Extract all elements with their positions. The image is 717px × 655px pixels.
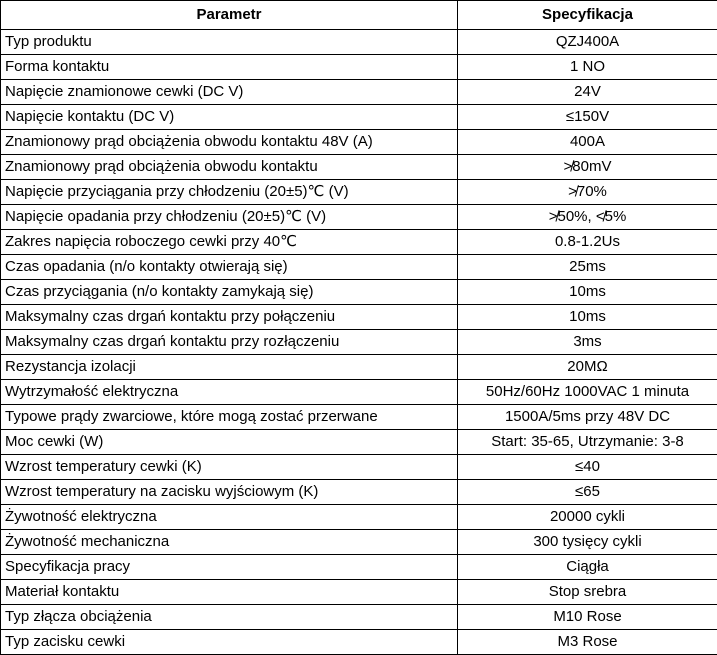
table-row — [1, 580, 717, 605]
table-row — [1, 280, 717, 305]
param-cell: Napięcie znamionowe cewki (DC V) — [1, 80, 458, 105]
param-cell: Znamionowy prąd obciążenia obwodu kontaktu — [1, 155, 458, 180]
spec-cell: ≤150V — [458, 105, 717, 130]
spec-cell: 20000 cykli — [458, 505, 717, 530]
table-row — [1, 230, 717, 255]
param-cell: Wzrost temperatury na zacisku wyjściowym (K) — [1, 480, 458, 505]
param-cell: Moc cewki (W) — [1, 430, 458, 455]
table-row — [1, 480, 717, 505]
param-cell: Zakres napięcia roboczego cewki przy 40℃ — [1, 230, 458, 255]
spec-cell: 300 tysięcy cykli — [458, 530, 717, 555]
param-cell: Maksymalny czas drgań kontaktu przy połączeniu — [1, 305, 458, 330]
param-cell: Forma kontaktu — [1, 55, 458, 80]
param-cell: Typ produktu — [1, 30, 458, 55]
spec-cell: M10 Rose — [458, 605, 717, 630]
param-cell: Typ zacisku cewki — [1, 630, 458, 655]
param-cell: Czas przyciągania (n/o kontakty zamykają się) — [1, 280, 458, 305]
spec-cell: 24V — [458, 80, 717, 105]
table-row — [1, 405, 717, 430]
table-row — [1, 530, 717, 555]
spec-cell: 3ms — [458, 330, 717, 355]
spec-cell: ≯70% — [458, 180, 717, 205]
spec-cell: 10ms — [458, 280, 717, 305]
param-cell: Znamionowy prąd obciążenia obwodu kontaktu 48V (A) — [1, 130, 458, 155]
table-row — [1, 355, 717, 380]
spec-cell: 0.8-1.2Us — [458, 230, 717, 255]
param-cell: Materiał kontaktu — [1, 580, 458, 605]
param-cell: Rezystancja izolacji — [1, 355, 458, 380]
spec-cell: ≤65 — [458, 480, 717, 505]
table-row — [1, 155, 717, 180]
table-row — [1, 305, 717, 330]
column-header-specification: Specyfikacja — [458, 1, 717, 30]
spec-cell: ≤40 — [458, 455, 717, 480]
spec-cell: ≯80mV — [458, 155, 717, 180]
spec-cell: 20MΩ — [458, 355, 717, 380]
table-row — [1, 55, 717, 80]
table-row — [1, 380, 717, 405]
param-cell: Napięcie opadania przy chłodzeniu (20±5)℃ (V) — [1, 205, 458, 230]
table-row — [1, 205, 717, 230]
table-row — [1, 80, 717, 105]
param-cell: Typowe prądy zwarciowe, które mogą zostać przerwane — [1, 405, 458, 430]
param-cell: Żywotność elektryczna — [1, 505, 458, 530]
param-cell: Napięcie przyciągania przy chłodzeniu (20±5)℃ (V) — [1, 180, 458, 205]
table-row — [1, 180, 717, 205]
param-cell: Wzrost temperatury cewki (K) — [1, 455, 458, 480]
table-row — [1, 255, 717, 280]
table-row — [1, 605, 717, 630]
param-cell: Napięcie kontaktu (DC V) — [1, 105, 458, 130]
table-row — [1, 130, 717, 155]
spec-cell: Ciągła — [458, 555, 717, 580]
param-cell: Czas opadania (n/o kontakty otwierają się) — [1, 255, 458, 280]
spec-cell: Stop srebra — [458, 580, 717, 605]
table-row — [1, 105, 717, 130]
table-row — [1, 430, 717, 455]
table-row — [1, 555, 717, 580]
param-cell: Specyfikacja pracy — [1, 555, 458, 580]
table-row — [1, 330, 717, 355]
spec-cell: 1500A/5ms przy 48V DC — [458, 405, 717, 430]
param-cell: Żywotność mechaniczna — [1, 530, 458, 555]
spec-cell: 1 NO — [458, 55, 717, 80]
table-row — [1, 630, 717, 655]
param-cell: Typ złącza obciążenia — [1, 605, 458, 630]
table-row — [1, 30, 717, 55]
spec-cell: 50Hz/60Hz 1000VAC 1 minuta — [458, 380, 717, 405]
column-header-parameter: Parametr — [1, 1, 458, 30]
table-row — [1, 505, 717, 530]
spec-cell: 400A — [458, 130, 717, 155]
table-row — [1, 455, 717, 480]
spec-cell: Start: 35-65, Utrzymanie: 3-8 — [458, 430, 717, 455]
param-cell: Wytrzymałość elektryczna — [1, 380, 458, 405]
spec-cell: QZJ400A — [458, 30, 717, 55]
header-row — [1, 1, 717, 30]
param-cell: Maksymalny czas drgań kontaktu przy rozłączeniu — [1, 330, 458, 355]
spec-cell: ≯50%, ≮5% — [458, 205, 717, 230]
spec-cell: 10ms — [458, 305, 717, 330]
spec-cell: M3 Rose — [458, 630, 717, 655]
spec-cell: 25ms — [458, 255, 717, 280]
